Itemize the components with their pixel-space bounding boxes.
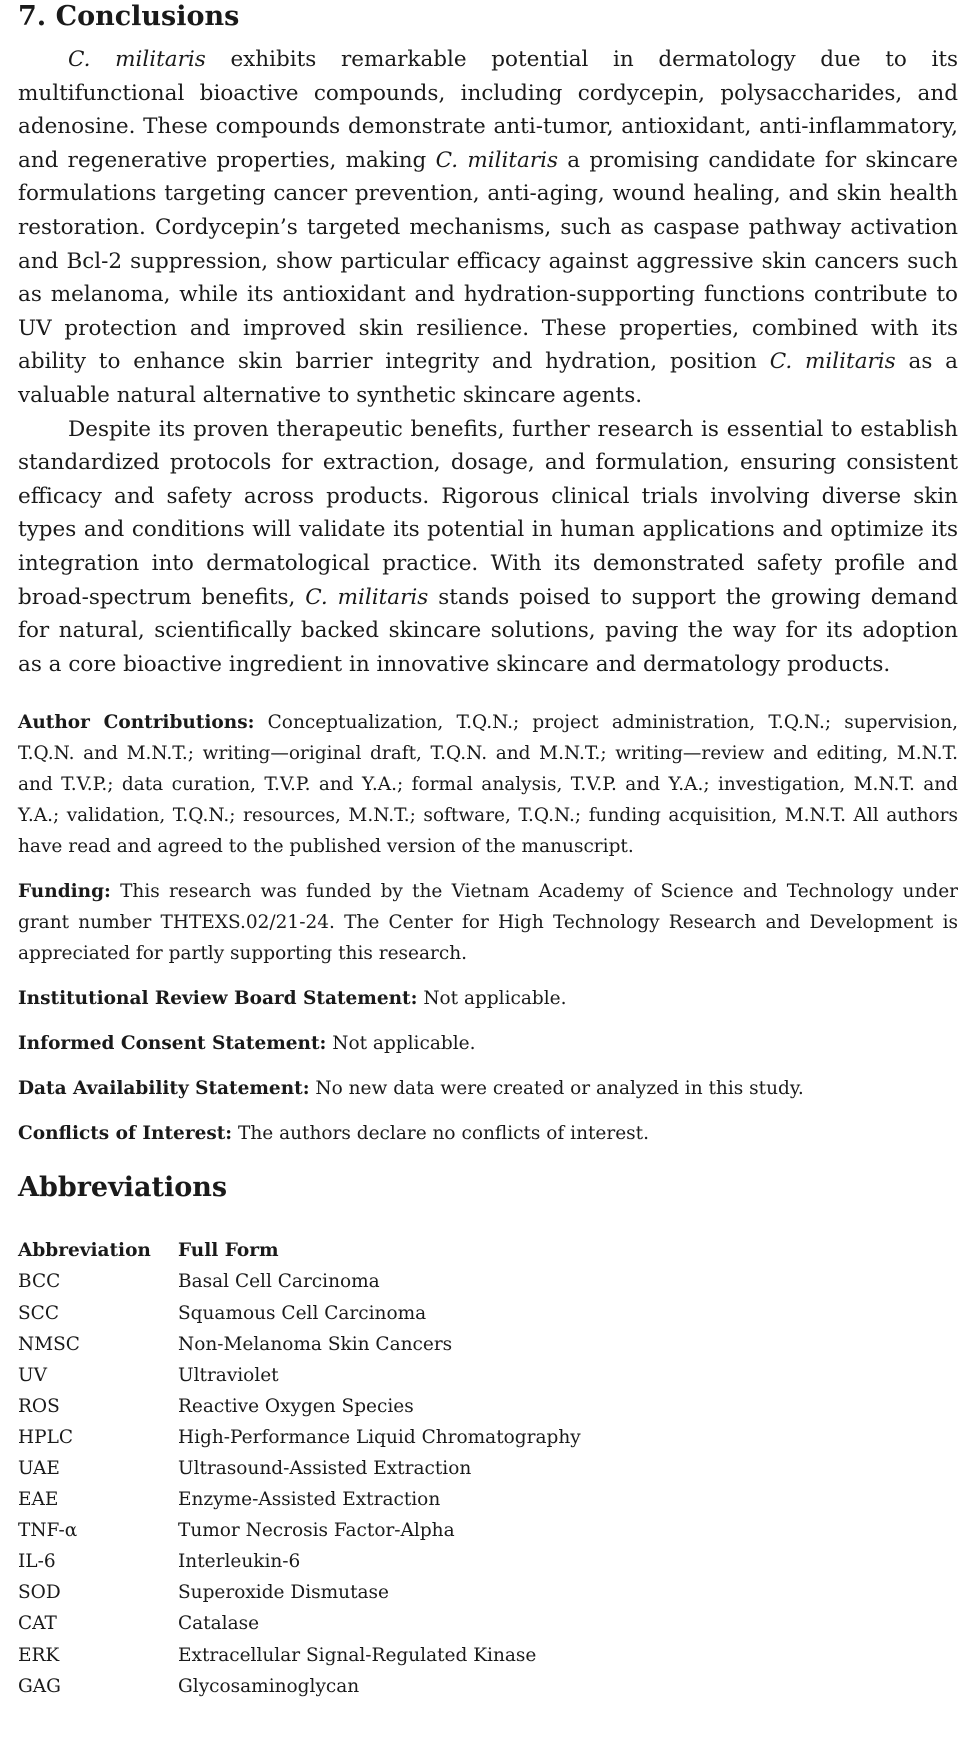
abbreviation-cell: SCC (18, 1302, 59, 1324)
abbreviation-column-header: Abbreviation (18, 1240, 151, 1262)
full-form-cell: Squamous Cell Carcinoma (178, 1302, 427, 1324)
statement-label: Institutional Review Board Statement: (18, 988, 418, 1010)
full-form-cell: High-Performance Liquid Chromatography (178, 1426, 581, 1448)
abbreviation-cell: ERK (18, 1644, 60, 1666)
abbreviation-cell: IL-6 (18, 1551, 56, 1573)
abbreviation-cell: TNF-α (18, 1520, 78, 1542)
table-row (18, 1608, 581, 1639)
full-form-cell: Tumor Necrosis Factor-Alpha (178, 1520, 455, 1542)
abbreviations-header-row (18, 1235, 581, 1266)
abbreviation-cell: HPLC (18, 1426, 74, 1448)
paragraph-text: stands poised to support the growing demand for natural, scientifically backed skincare solutions, paving the way for its adoption as a core bioactive ingredient in innovative skincare and dermatology products. (18, 584, 958, 677)
abbreviation-cell: SOD (18, 1582, 61, 1604)
abbreviation-cell: EAE (18, 1489, 59, 1511)
table-row (18, 1297, 581, 1328)
statement-text: Not applicable. (332, 1033, 476, 1055)
full-form-cell: Ultrasound-Assisted Extraction (178, 1457, 472, 1479)
table-row (18, 1422, 581, 1453)
full-form-cell: Catalase (178, 1613, 260, 1635)
statement-text: Not applicable. (423, 988, 567, 1010)
statement-label: Informed Consent Statement: (18, 1033, 327, 1055)
abbreviations-heading: Abbreviations (18, 1172, 228, 1204)
statement-label: Data Availability Statement: (18, 1078, 310, 1100)
abbreviations-table (18, 1235, 581, 1701)
paper-page (18, 0, 958, 1702)
abbreviation-cell: BCC (18, 1271, 61, 1293)
table-row (18, 1671, 581, 1702)
conclusions-body (18, 43, 958, 681)
table-row (18, 1266, 581, 1297)
full-form-cell: Non-Melanoma Skin Cancers (178, 1333, 453, 1355)
statement-label: Funding: (18, 881, 111, 903)
statement (18, 1073, 958, 1104)
back-matter-statements (18, 707, 958, 1149)
table-row (18, 1329, 581, 1360)
statement-label: Conflicts of Interest: (18, 1123, 233, 1145)
statement-text: No new data were created or analyzed in this study. (315, 1078, 804, 1100)
table-row (18, 1453, 581, 1484)
full-form-column-header: Full Form (178, 1240, 279, 1262)
table-row (18, 1391, 581, 1422)
full-form-cell: Interleukin-6 (178, 1551, 301, 1573)
table-row (18, 1546, 581, 1577)
statement (18, 1118, 958, 1149)
full-form-cell: Ultraviolet (178, 1364, 279, 1386)
full-form-cell: Enzyme-Assisted Extraction (178, 1489, 441, 1511)
table-row (18, 1640, 581, 1671)
statement (18, 983, 958, 1014)
abbreviation-cell: CAT (18, 1613, 57, 1635)
statement (18, 707, 958, 862)
conclusion-paragraph (18, 413, 958, 682)
abbreviation-cell: UV (18, 1364, 47, 1386)
statement (18, 1028, 958, 1059)
paragraph-text: as a valuable natural alternative to synthetic skincare agents. (18, 349, 959, 408)
conclusions-heading: 7. Conclusions (18, 1, 240, 32)
conclusion-paragraph (18, 43, 958, 413)
table-row (18, 1360, 581, 1391)
abbreviation-cell: GAG (18, 1675, 61, 1697)
table-row (18, 1577, 581, 1608)
paragraph-text: a promising candidate for skincare formulations targeting cancer prevention, anti-aging, wound healing, and skin health restoration. Cordycepin’s targeted mechanisms, such as caspase pathway activation and Bcl-2 suppression, show particular efficacy against aggressive skin cancers such as melanoma, while its antioxidant and hydration-supporting functions contribute to UV protection and improved skin resilience. These properties, combined with its ability to enhance skin barrier integrity and hydration, position (18, 147, 958, 375)
statement-text: This research was funded by the Vietnam Academy of Science and Technology under grant number THTEXS.02/21-24. The Center for High Technology Research and Development is appreciated for partly supporting this research. (18, 881, 958, 965)
full-form-cell: Reactive Oxygen Species (178, 1395, 414, 1417)
abbreviation-cell: UAE (18, 1457, 60, 1479)
species-name: C. militaris (305, 584, 429, 610)
species-name: C. militaris (769, 349, 896, 375)
table-row (18, 1515, 581, 1546)
full-form-cell: Basal Cell Carcinoma (178, 1271, 380, 1293)
full-form-cell: Glycosaminoglycan (178, 1675, 360, 1697)
table-row (18, 1484, 581, 1515)
abbreviation-cell: NMSC (18, 1333, 80, 1355)
full-form-cell: Extracellular Signal-Regulated Kinase (178, 1644, 537, 1666)
statement-text: Conceptualization, T.Q.N.; project administration, T.Q.N.; supervision, T.Q.N. and M.N.T.; writing—original draft, T.Q.N. and M.N.T.; writing—review and editing, M.N.T. and T.V.P.; data curation, T.V.P. and Y.A.; formal analysis, T.V.P. and Y.A.; investigation, M.N.T. and Y.A.; validation, T.Q.N.; resources, M.N.T.; software, T.Q.N.; funding acquisition, M.N.T. All authors have read and agreed to the published version of the manuscript. (18, 712, 958, 858)
statement-text: The authors declare no conflicts of interest. (238, 1123, 649, 1145)
abbreviation-cell: ROS (18, 1395, 60, 1417)
paragraph-text: exhibits remarkable potential in dermatology due to its multifunctional bioactive compounds, including cordycepin, polysaccharides, and adenosine. These compounds demonstrate anti-tumor, antioxidant, anti-inflammatory, and regenerative properties, making (18, 47, 958, 173)
species-name: C. militaris (435, 147, 559, 173)
statement-label: Author Contributions: (18, 712, 255, 734)
paragraph-text: Despite its proven therapeutic benefits, further research is essential to establish standardized protocols for extraction, dosage, and formulation, ensuring consistent efficacy and safety across products. Rigorous clinical trials involving diverse skin types and conditions will validate its potential in human applications and optimize its integration into dermatological practice. With its demonstrated safety profile and broad-spectrum benefits, (18, 416, 958, 610)
species-name: C. militaris (68, 47, 206, 72)
statement (18, 876, 958, 969)
full-form-cell: Superoxide Dismutase (178, 1582, 389, 1604)
